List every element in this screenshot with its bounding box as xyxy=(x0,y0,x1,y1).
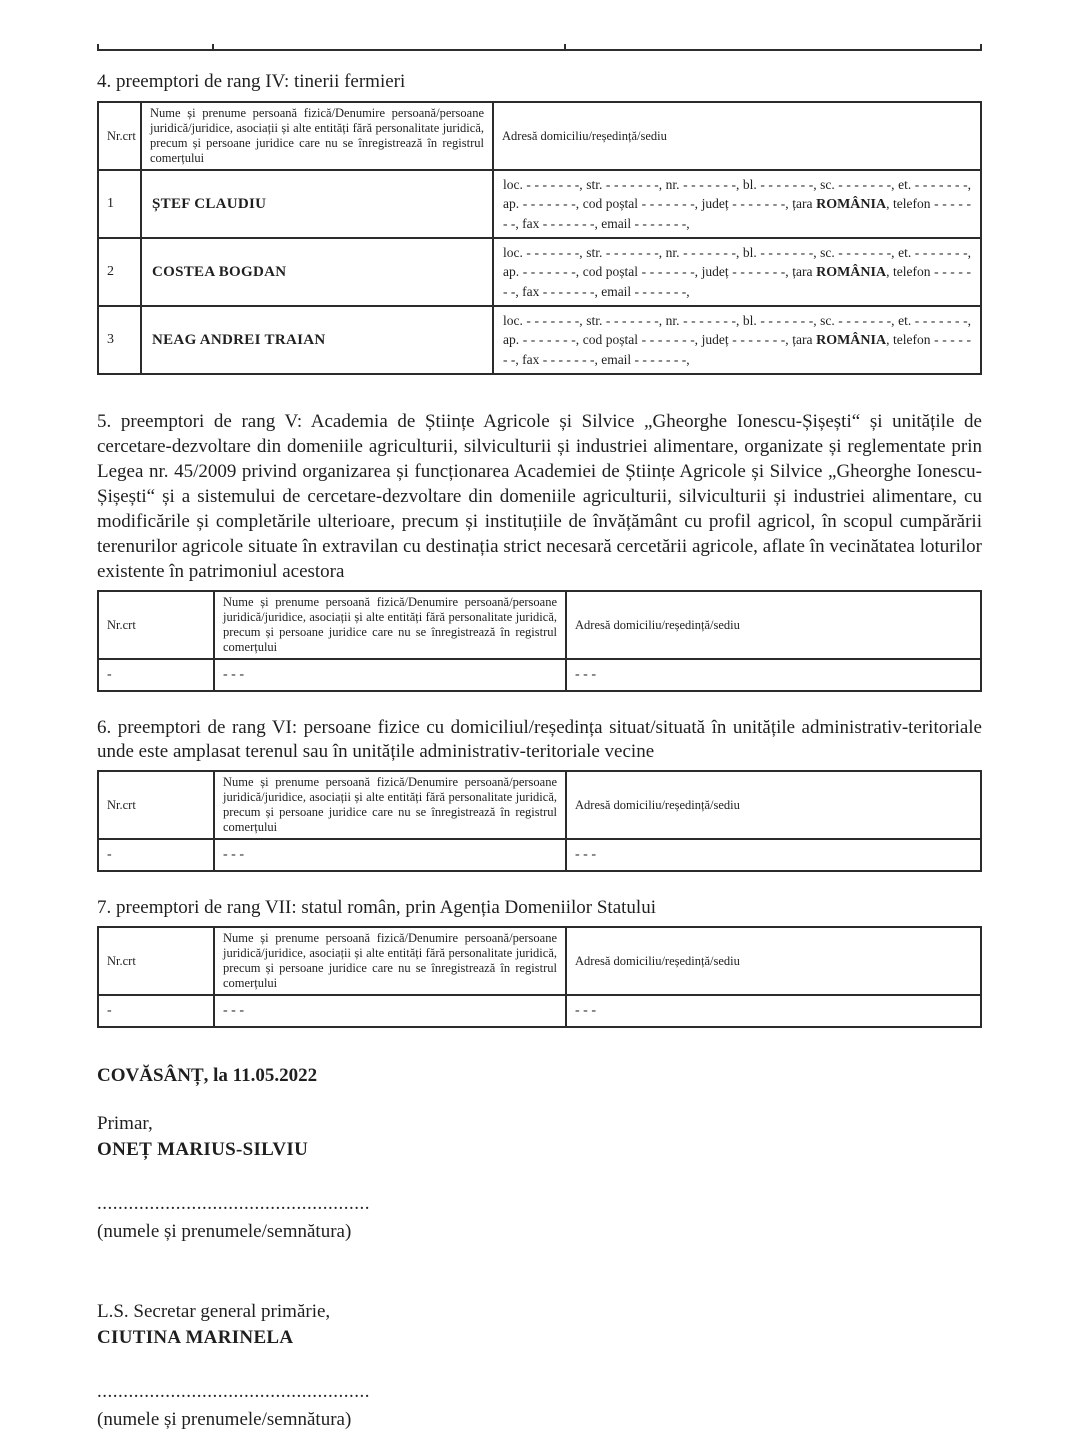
table-row xyxy=(98,170,981,238)
table-header-row xyxy=(98,771,981,839)
signer-role: L.S. Secretar general primărie, xyxy=(97,1301,331,1322)
address-text: , telefon - - - - - - -, fax - - - - - - -, email - - - - - - -, xyxy=(503,196,971,231)
row-number-cell: 2 xyxy=(98,238,141,306)
row-number-cell: 1 xyxy=(98,170,141,238)
row-number-cell: - xyxy=(98,659,214,691)
section5-table xyxy=(97,590,982,692)
address-text: loc. - - - - - - -, str. - - - - - - -, nr. - - - - - - -, bl. - - - - - - -, sc. - - - - - - -, et. - - - - - - -, ap. - - - - - - -, cod poștal - - - - - - -, județ - - - - - - -, țara xyxy=(503,313,971,347)
address-cell xyxy=(493,170,981,238)
address-text: , telefon - - - - - - -, fax - - - - - - -, email - - - - - - -, xyxy=(503,332,971,367)
col-header-address: Adresă domiciliu/reședință/sediu xyxy=(566,771,981,839)
col-header-nrcrt: Nr.crt xyxy=(98,771,214,839)
signature-caption: (numele și prenumele/semnătura) xyxy=(97,1409,352,1430)
name-cell: COSTEA BOGDAN xyxy=(141,238,493,306)
rule-tick xyxy=(97,44,99,50)
col-header-address: Adresă domiciliu/reședință/sediu xyxy=(566,927,981,995)
address-cell: - - - xyxy=(566,839,981,871)
rule-tick xyxy=(212,44,214,50)
section6-heading: 6. preemptori de rang VI: persoane fizice cu domiciliul/reședința situat/situată în unitățile administrativ-teritoriale unde este amplasat terenul sau în unitățile administrativ-teritoriale vecine xyxy=(97,717,982,762)
name-cell: - - - xyxy=(214,839,566,871)
signer-name: ONEȚ MARIUS-SILVIU xyxy=(97,1139,309,1160)
table-header-row xyxy=(98,591,981,659)
rule-tick xyxy=(564,44,566,50)
mayor-signature xyxy=(97,1112,982,1244)
section4-table xyxy=(97,101,982,375)
country-name: ROMÂNIA xyxy=(816,333,887,348)
empty-table-row xyxy=(98,839,981,871)
address-text: loc. - - - - - - -, str. - - - - - - -, nr. - - - - - - -, bl. - - - - - - -, sc. - - - - - - -, et. - - - - - - -, ap. - - - - - - -, cod poștal - - - - - - -, județ - - - - - - -, țara xyxy=(503,177,971,211)
section7-heading: 7. preemptori de rang VII: statul român, prin Agenția Domeniilor Statului xyxy=(97,897,656,918)
table-row xyxy=(98,306,981,374)
table-header-row xyxy=(98,927,981,995)
section6-table xyxy=(97,770,982,872)
secretary-signature xyxy=(97,1300,982,1432)
document-page xyxy=(97,0,982,1432)
address-cell: - - - xyxy=(566,995,981,1027)
signer-name: CIUTINA MARINELA xyxy=(97,1327,294,1348)
row-number-cell: - xyxy=(98,995,214,1027)
table-row xyxy=(98,238,981,306)
col-header-nrcrt: Nr.crt xyxy=(98,591,214,659)
signer-role: Primar, xyxy=(97,1113,153,1134)
signature-caption: (numele și prenumele/semnătura) xyxy=(97,1221,352,1242)
address-text: , telefon - - - - - - -, fax - - - - - - -, email - - - - - - -, xyxy=(503,264,971,299)
section4-heading: 4. preemptori de rang IV: tinerii fermieri xyxy=(97,71,406,92)
empty-table-row xyxy=(98,995,981,1027)
col-header-name: Nume și prenume persoană fizică/Denumire persoană/persoane juridică/juridice, asociații și alte entități fără personalitate juridică, precum și persoane juridice care nu se înregistrează în registrul comerțului xyxy=(214,771,566,839)
name-cell: - - - xyxy=(214,659,566,691)
empty-table-row xyxy=(98,659,981,691)
address-cell: - - - xyxy=(566,659,981,691)
name-cell: ȘTEF CLAUDIU xyxy=(141,170,493,238)
previous-table-bottom-rule xyxy=(97,49,982,51)
col-header-address: Adresă domiciliu/reședință/sediu xyxy=(493,102,981,170)
place-and-date: COVĂSÂNȚ, la 11.05.2022 xyxy=(97,1065,318,1086)
rule-tick xyxy=(980,44,982,50)
section5-heading: 5. preemptori de rang V: Academia de Științe Agricole și Silvice „Gheorghe Ionescu-Șișești“ și unitățile de cercetare-dezvoltare din domeniile agriculturii, silviculturii și industriei alimentare, organizate și reglementate prin Legea nr. 45/2009 privind organizarea și funcționarea Academiei de Științe Agricole și Silvice „Gheorghe Ionescu-Șișești“ și a sistemului de cercetare-dezvoltare din domeniile agriculturii, silviculturii și industriei alimentare, cu modificările și completările ulterioare, precum și instituțiile de învățământ cu profil agricol, în scopul cumpărării terenurilor agricole situate în extravilan cu destinația strict necesară cercetării agricole, aflate în vecinătatea loturilor existente în patrimoniul acestora xyxy=(97,411,982,582)
address-text: loc. - - - - - - -, str. - - - - - - -, nr. - - - - - - -, bl. - - - - - - -, sc. - - - - - - -, et. - - - - - - -, ap. - - - - - - -, cod poștal - - - - - - -, județ - - - - - - -, țara xyxy=(503,245,971,279)
row-number-cell: - xyxy=(98,839,214,871)
address-cell xyxy=(493,238,981,306)
table-header-row xyxy=(98,102,981,170)
col-header-nrcrt: Nr.crt xyxy=(98,927,214,995)
col-header-address: Adresă domiciliu/reședință/sediu xyxy=(566,591,981,659)
country-name: ROMÂNIA xyxy=(816,265,887,280)
signature-dotted-line: .................................................... xyxy=(97,1193,370,1214)
col-header-name: Nume și prenume persoană fizică/Denumire persoană/persoane juridică/juridice, asociații și alte entități fără personalitate juridică, precum și persoane juridice care nu se înregistrează în registrul comerțului xyxy=(214,591,566,659)
col-header-name: Nume și prenume persoană fizică/Denumire persoană/persoane juridică/juridice, asociații și alte entități fără personalitate juridică, precum și persoane juridice care nu se înregistrează în registrul comerțului xyxy=(214,927,566,995)
country-name: ROMÂNIA xyxy=(816,197,887,212)
name-cell: - - - xyxy=(214,995,566,1027)
section7-table xyxy=(97,926,982,1028)
col-header-nrcrt: Nr.crt xyxy=(98,102,141,170)
signature-dotted-line: .................................................... xyxy=(97,1381,370,1402)
row-number-cell: 3 xyxy=(98,306,141,374)
name-cell: NEAG ANDREI TRAIAN xyxy=(141,306,493,374)
signature-block xyxy=(97,1064,982,1432)
col-header-name: Nume și prenume persoană fizică/Denumire persoană/persoane juridică/juridice, asociații și alte entități fără personalitate juridică, precum și persoane juridice care nu se înregistrează în registrul comerțului xyxy=(141,102,493,170)
address-cell xyxy=(493,306,981,374)
